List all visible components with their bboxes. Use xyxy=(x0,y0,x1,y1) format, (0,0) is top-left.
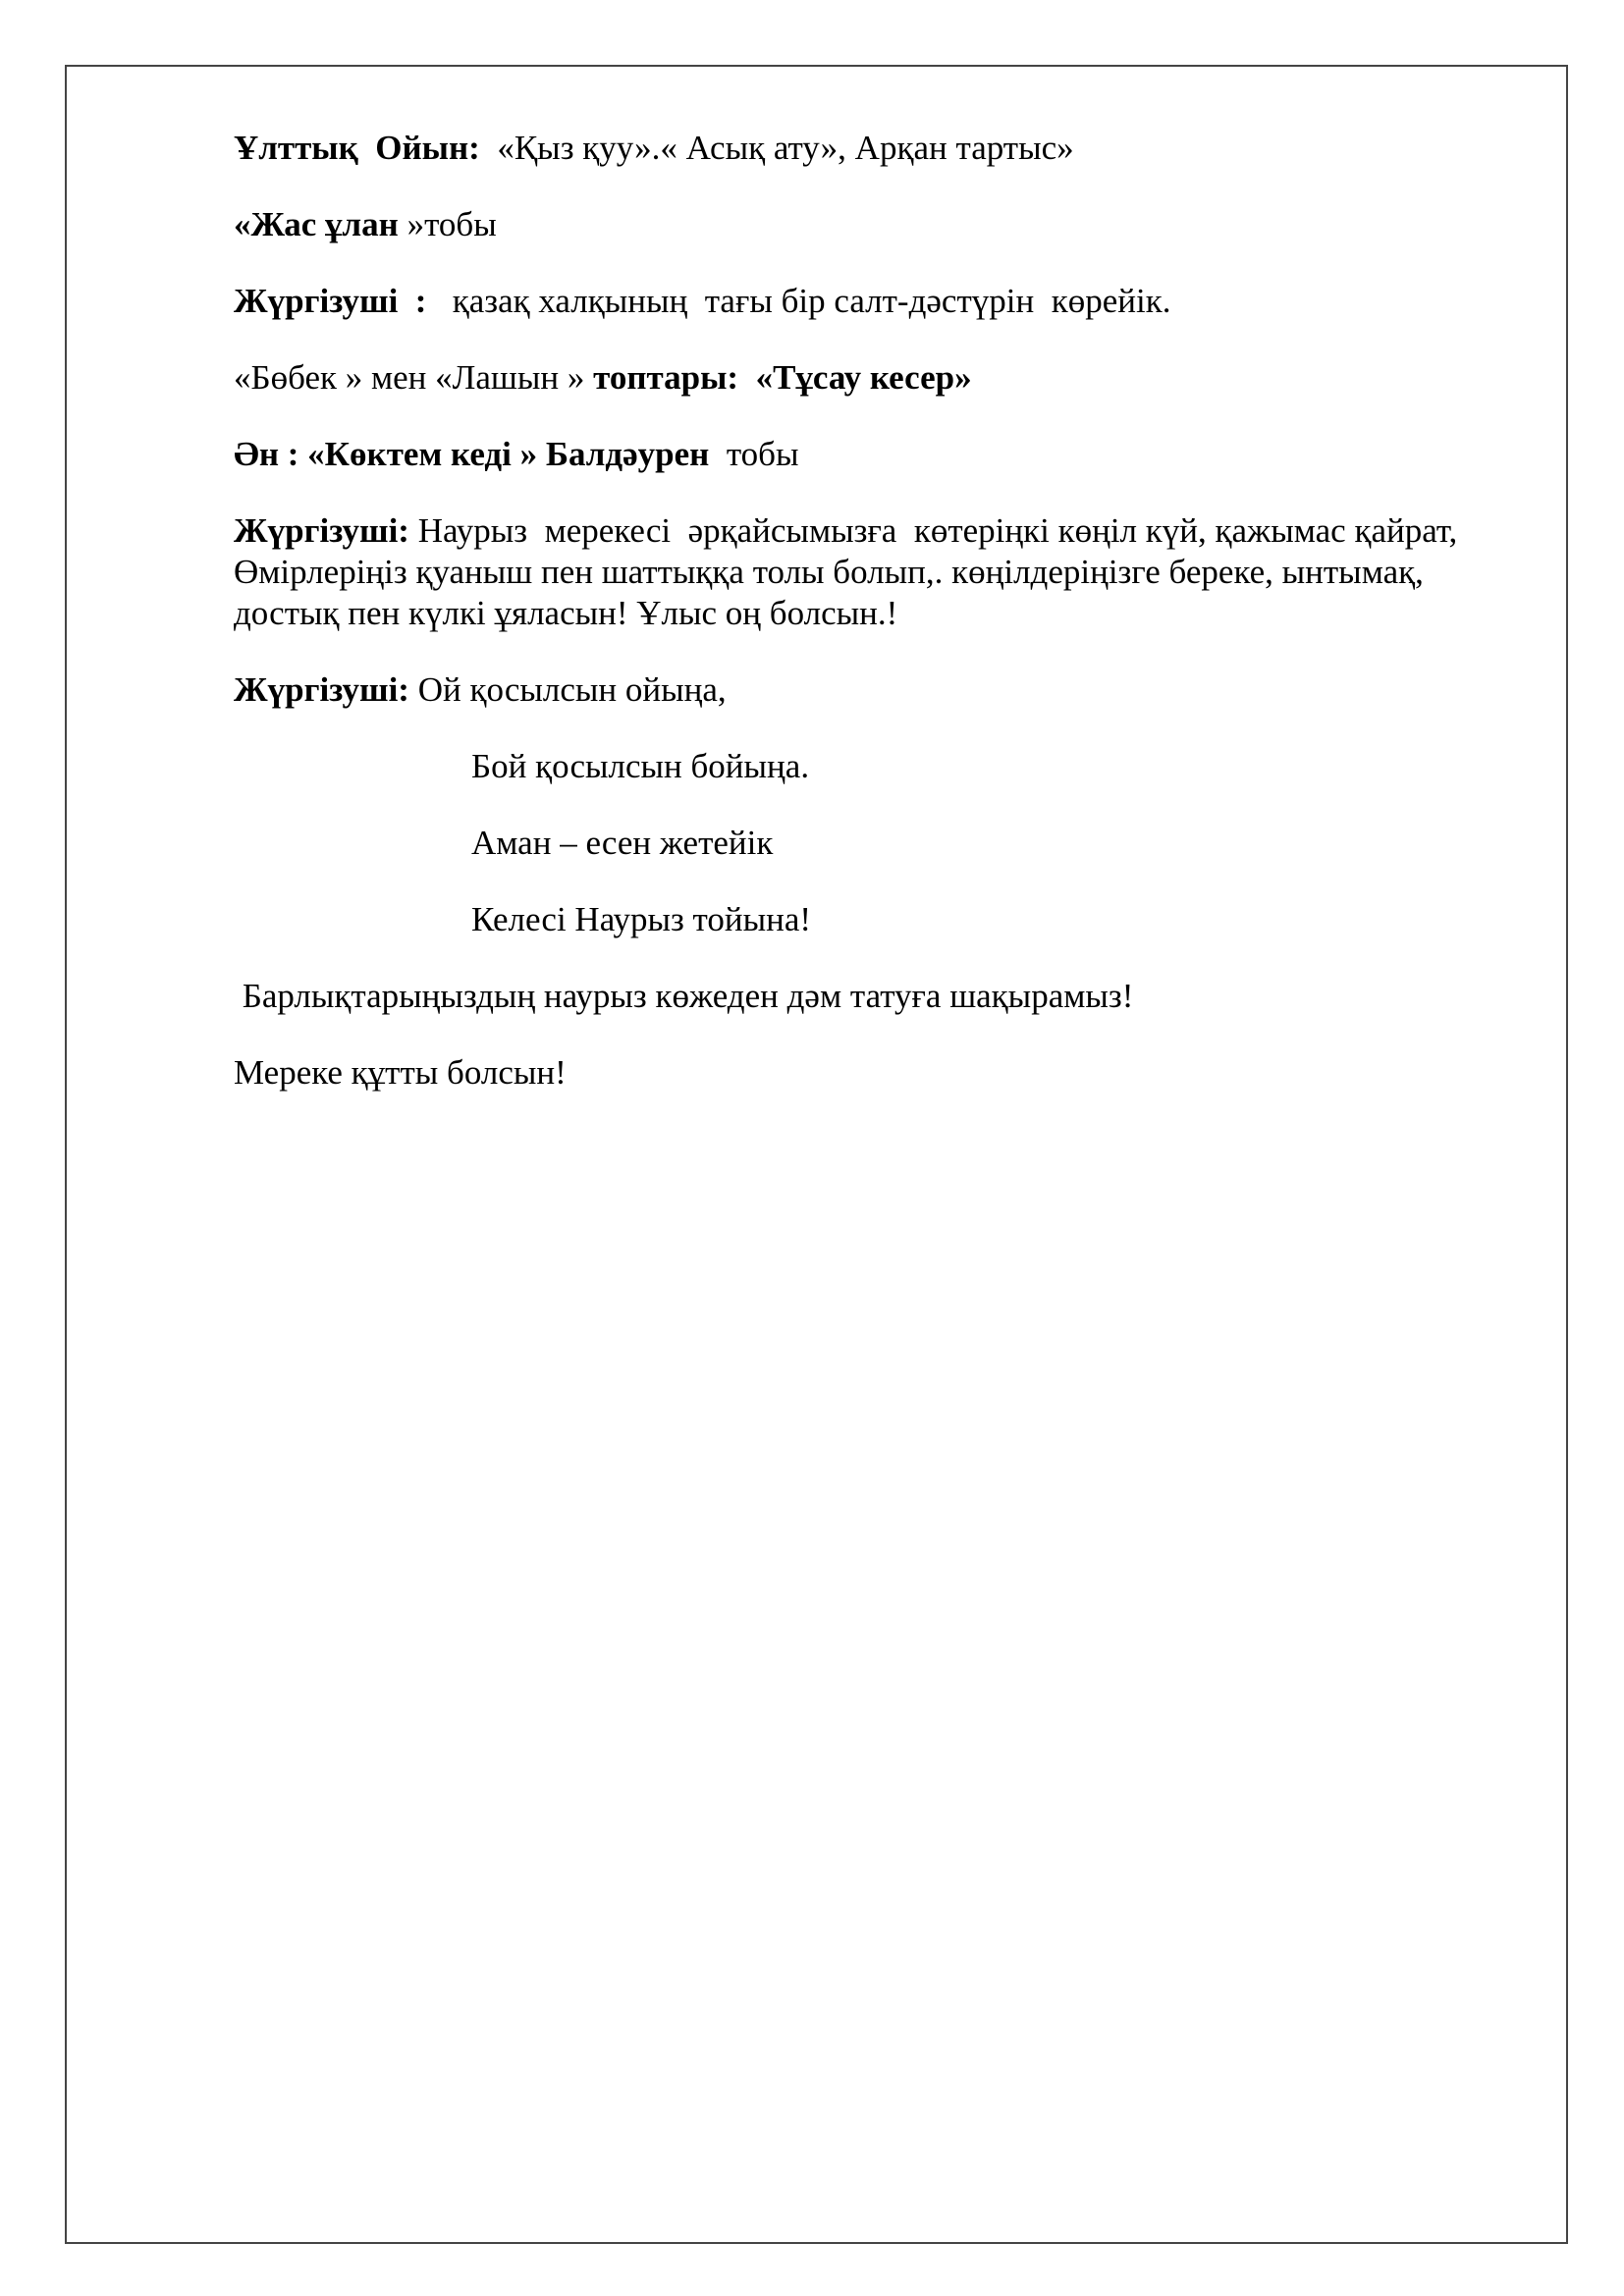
paragraph-groups xyxy=(234,357,1510,399)
text: «Қыз қуу».« Асық ату», Арқан тартыс» xyxy=(479,129,1074,167)
poem-block xyxy=(234,669,1510,940)
paragraph-host-1 xyxy=(234,281,1510,322)
label-bold: топтары: «Тұсау кесер» xyxy=(593,358,972,397)
label-bold: Жүргізуші: xyxy=(234,511,409,550)
document-body xyxy=(234,128,1510,1129)
label-bold: «Жас ұлан xyxy=(234,205,407,243)
paragraph-national-game xyxy=(234,128,1510,169)
text: »тобы xyxy=(406,205,497,243)
poem-line: Бой қосылсын бойыңа. xyxy=(471,747,810,785)
paragraph-group xyxy=(234,204,1510,245)
text: қазақ халқының тағы бір салт-дәстүрін көрейік. xyxy=(426,282,1171,320)
paragraph-song xyxy=(234,434,1510,475)
text: «Бөбек » мен «Лашын » xyxy=(234,358,594,397)
paragraph-host-2 xyxy=(234,510,1510,634)
text: Наурыз мерекесі әрқайсымызға көтеріңкі көңіл күй, қажымас қайрат, Өмірлеріңіз қуаныш пен шаттыққа толы болып,. көңілдеріңізге береке, ынтымақ, достық пен күлкі ұяласын! Ұлыс оң болсын.! xyxy=(234,511,1467,632)
poem-first-line xyxy=(234,669,1510,711)
label-bold: Жүргізуші : xyxy=(234,282,427,320)
label-bold: Жүргізуші: xyxy=(234,670,409,709)
label-bold: Ән : «Көктем кеді » Балдәурен xyxy=(234,435,710,473)
paragraph-invitation: Барлықтарыңыздың наурыз көжеден дәм татуға шақырамыз! xyxy=(234,977,1134,1015)
label-bold: Ұлттық Ойын: xyxy=(234,129,480,167)
paragraph-greeting: Мереке құтты болсын! xyxy=(234,1053,567,1092)
text: Ой қосылсын ойыңа, xyxy=(408,670,727,709)
poem-line: Аман – есен жетейік xyxy=(471,824,774,862)
text: тобы xyxy=(709,435,799,473)
poem-line: Келесі Наурыз тойына! xyxy=(471,900,812,938)
